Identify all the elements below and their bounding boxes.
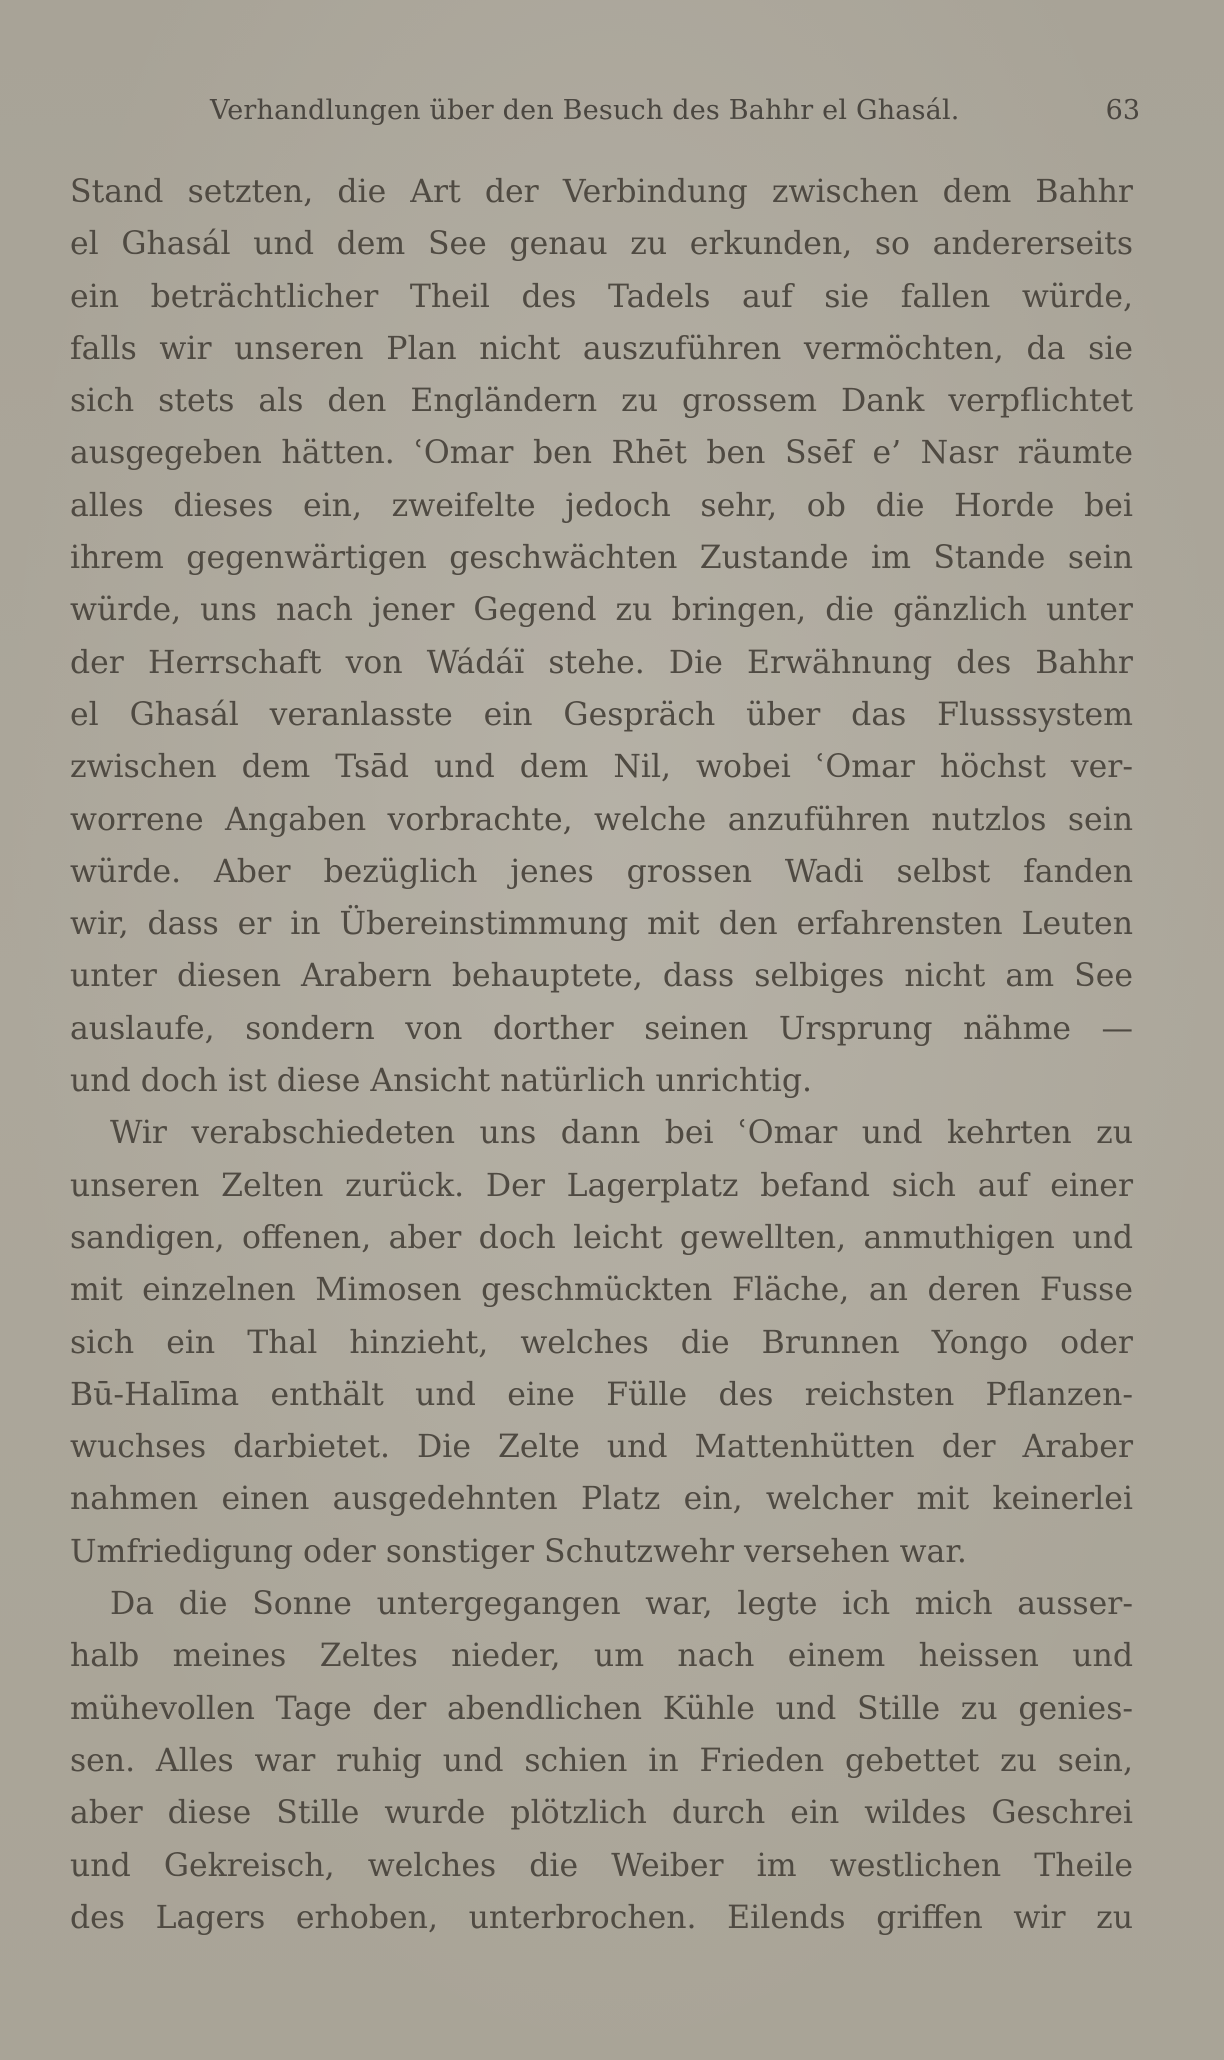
text-line: der Herrschaft von Wádáï stehe. Die Erwähnung des Bahhr bbox=[70, 644, 1133, 681]
text-line: sen. Alles war ruhig und schien in Frieden gebettet zu sein, bbox=[70, 1742, 1133, 1779]
text-line: zwischen dem Tsād und dem Nil, wobei ʿOmar höchst ver- bbox=[70, 749, 1133, 786]
text-line: sandigen, offenen, aber doch leicht gewellten, anmuthigen und bbox=[70, 1219, 1133, 1256]
text-line: halb meines Zeltes nieder, um nach einem heissen und bbox=[70, 1638, 1133, 1675]
text-line: el Ghasál veranlasste ein Gespräch über das Flusssystem bbox=[70, 696, 1133, 733]
text-line: würde. Aber bezüglich jenes grossen Wadi selbst fanden bbox=[70, 853, 1133, 890]
text-line: wuchses darbietet. Die Zelte und Mattenhütten der Araber bbox=[70, 1429, 1133, 1466]
text-line: ihrem gegenwärtigen geschwächten Zustande im Stande sein bbox=[70, 540, 1133, 577]
text-line: ein beträchtlicher Theil des Tadels auf sie fallen würde, bbox=[70, 278, 1133, 315]
text-line: nahmen einen ausgedehnten Platz ein, welcher mit keinerlei bbox=[70, 1481, 1133, 1518]
text-line: worrene Angaben vorbrachte, welche anzuführen nutzlos sein bbox=[70, 801, 1133, 838]
text-line: unter diesen Arabern behauptete, dass selbiges nicht am See bbox=[70, 958, 1133, 995]
running-head bbox=[200, 95, 1140, 139]
paragraph-start-line: Da die Sonne untergegangen war, legte ich mich ausser- bbox=[110, 1586, 1133, 1623]
page-number: 63 bbox=[1105, 95, 1140, 126]
text-line: aber diese Stille wurde plötzlich durch ein wildes Geschrei bbox=[70, 1795, 1133, 1832]
text-line: sich ein Thal hinzieht, welches die Brunnen Yongo oder bbox=[70, 1324, 1133, 1361]
text-line: und Gekreisch, welches die Weiber im westlichen Theile bbox=[70, 1847, 1133, 1884]
text-line: Stand setzten, die Art der Verbindung zwischen dem Bahhr bbox=[70, 174, 1133, 210]
text-line: auslaufe, sondern von dorther seinen Ursprung nähme — bbox=[70, 1010, 1133, 1047]
text-line: unseren Zelten zurück. Der Lagerplatz befand sich auf einer bbox=[70, 1167, 1133, 1204]
text-line: falls wir unseren Plan nicht auszuführen vermöchten, da sie bbox=[70, 330, 1133, 367]
text-line: würde, uns nach jener Gegend zu bringen, die gänzlich unter bbox=[70, 592, 1133, 629]
text-line: alles dieses ein, zweifelte jedoch sehr, ob die Horde bei bbox=[70, 487, 1133, 524]
text-line: el Ghasál und dem See genau zu erkunden, so andererseits bbox=[70, 226, 1133, 263]
paragraph-end-line: Umfriedigung oder sonstiger Schutzwehr versehen war. bbox=[70, 1533, 967, 1570]
text-line: mit einzelnen Mimosen geschmückten Fläche, an deren Fusse bbox=[70, 1272, 1133, 1309]
paragraph-end-line: und doch ist diese Ansicht natürlich unrichtig. bbox=[70, 1063, 813, 1100]
text-line: sich stets als den Engländern zu grossem Dank verpflichtet bbox=[70, 383, 1133, 420]
text-line: wir, dass er in Übereinstimmung mit den erfahrensten Leuten bbox=[70, 906, 1133, 943]
body-text bbox=[70, 166, 1133, 1944]
running-title: Verhandlungen über den Besuch des Bahhr el Ghasál. bbox=[210, 95, 960, 126]
text-line: des Lagers erhoben, unterbrochen. Eilends griffen wir zu bbox=[70, 1899, 1133, 1936]
text-line: ausgegeben hätten. ʿOmar ben Rhēt ben Ssēf e’ Nasr räumte bbox=[70, 435, 1133, 472]
text-line: mühevollen Tage der abendlichen Kühle und Stille zu genies- bbox=[70, 1690, 1133, 1727]
text-line: Bū-Halīma enthält und eine Fülle des reichsten Pflanzen- bbox=[70, 1376, 1133, 1413]
paragraph-start-line: Wir verabschiedeten uns dann bei ʿOmar und kehrten zu bbox=[110, 1115, 1133, 1152]
